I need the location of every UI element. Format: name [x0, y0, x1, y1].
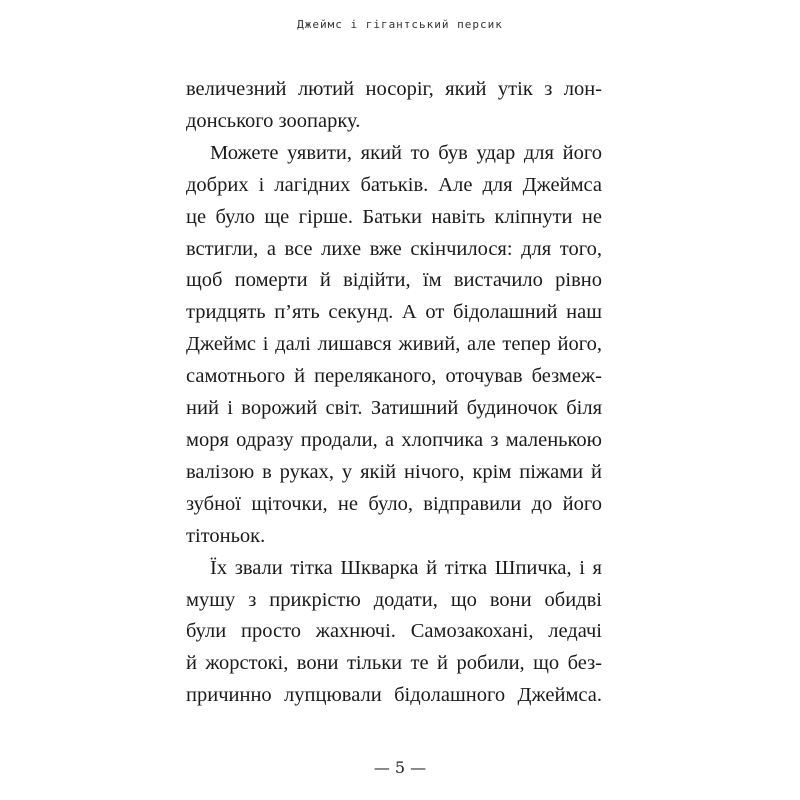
paragraph-2-line-8: самотнього й переляканого, оточував безмеж-	[186, 365, 602, 388]
paragraph-3-line-1: Їх звали тітка Шкварка й тітка Шпичка, і я	[210, 556, 602, 579]
running-head: Джеймс і гігантський персик	[297, 18, 503, 31]
paragraph-3-line-2: мушу з прикрістю додати, що вони обидві	[186, 588, 602, 611]
paragraph-2-line-6: тридцять п’ять секунд. А от бідолашний наш	[186, 301, 602, 324]
paragraph-2-line-4: встигли, а все лихе вже скінчилося: для того,	[186, 237, 602, 260]
paragraph-2-line-5: щоб померти й відійти, їм вистачило рівно	[186, 269, 602, 292]
paragraph-2-line-9: ний і ворожий світ. Затишний будиночок біля	[186, 397, 602, 420]
paragraph-2-line-1: Можете уявити, який то був удар для його	[210, 141, 602, 164]
page-number: — 5 —	[373, 758, 427, 777]
body-text	[186, 74, 602, 712]
paragraph-2-line-3: це було ще гірше. Батьки навіть кліпнути не	[186, 205, 602, 228]
paragraph-2-line-12: зубної щіточки, не було, відправили до його	[186, 492, 602, 515]
paragraph-3-line-4: й жорстокі, вони тільки те й робили, що без-	[186, 652, 602, 675]
paragraph-2-line-7: Джеймс і далі лишався живий, але тепер його,	[186, 333, 602, 356]
paragraph-2-line-10: моря одразу продали, а хлопчика з маленькою	[186, 428, 602, 451]
paragraph-2-line-13: тітоньок.	[186, 524, 266, 547]
paragraph-2-line-11: валізою в руках, у якій нічого, крім піжами й	[186, 460, 602, 483]
paragraph-3-line-5: причинно лупцювали бідолашного Джеймса.	[186, 684, 602, 707]
paragraph-1-line-1: величезний лютий носоріг, який утік з лон-	[186, 78, 602, 100]
paragraph-3-line-3: були просто жахнючі. Самозакохані, ледачі	[186, 620, 602, 643]
paragraph-2-line-2: добрих і лагідних батьків. Але для Джеймса	[186, 173, 602, 196]
paragraph-1-line-2: донського зоопарку.	[186, 109, 361, 132]
